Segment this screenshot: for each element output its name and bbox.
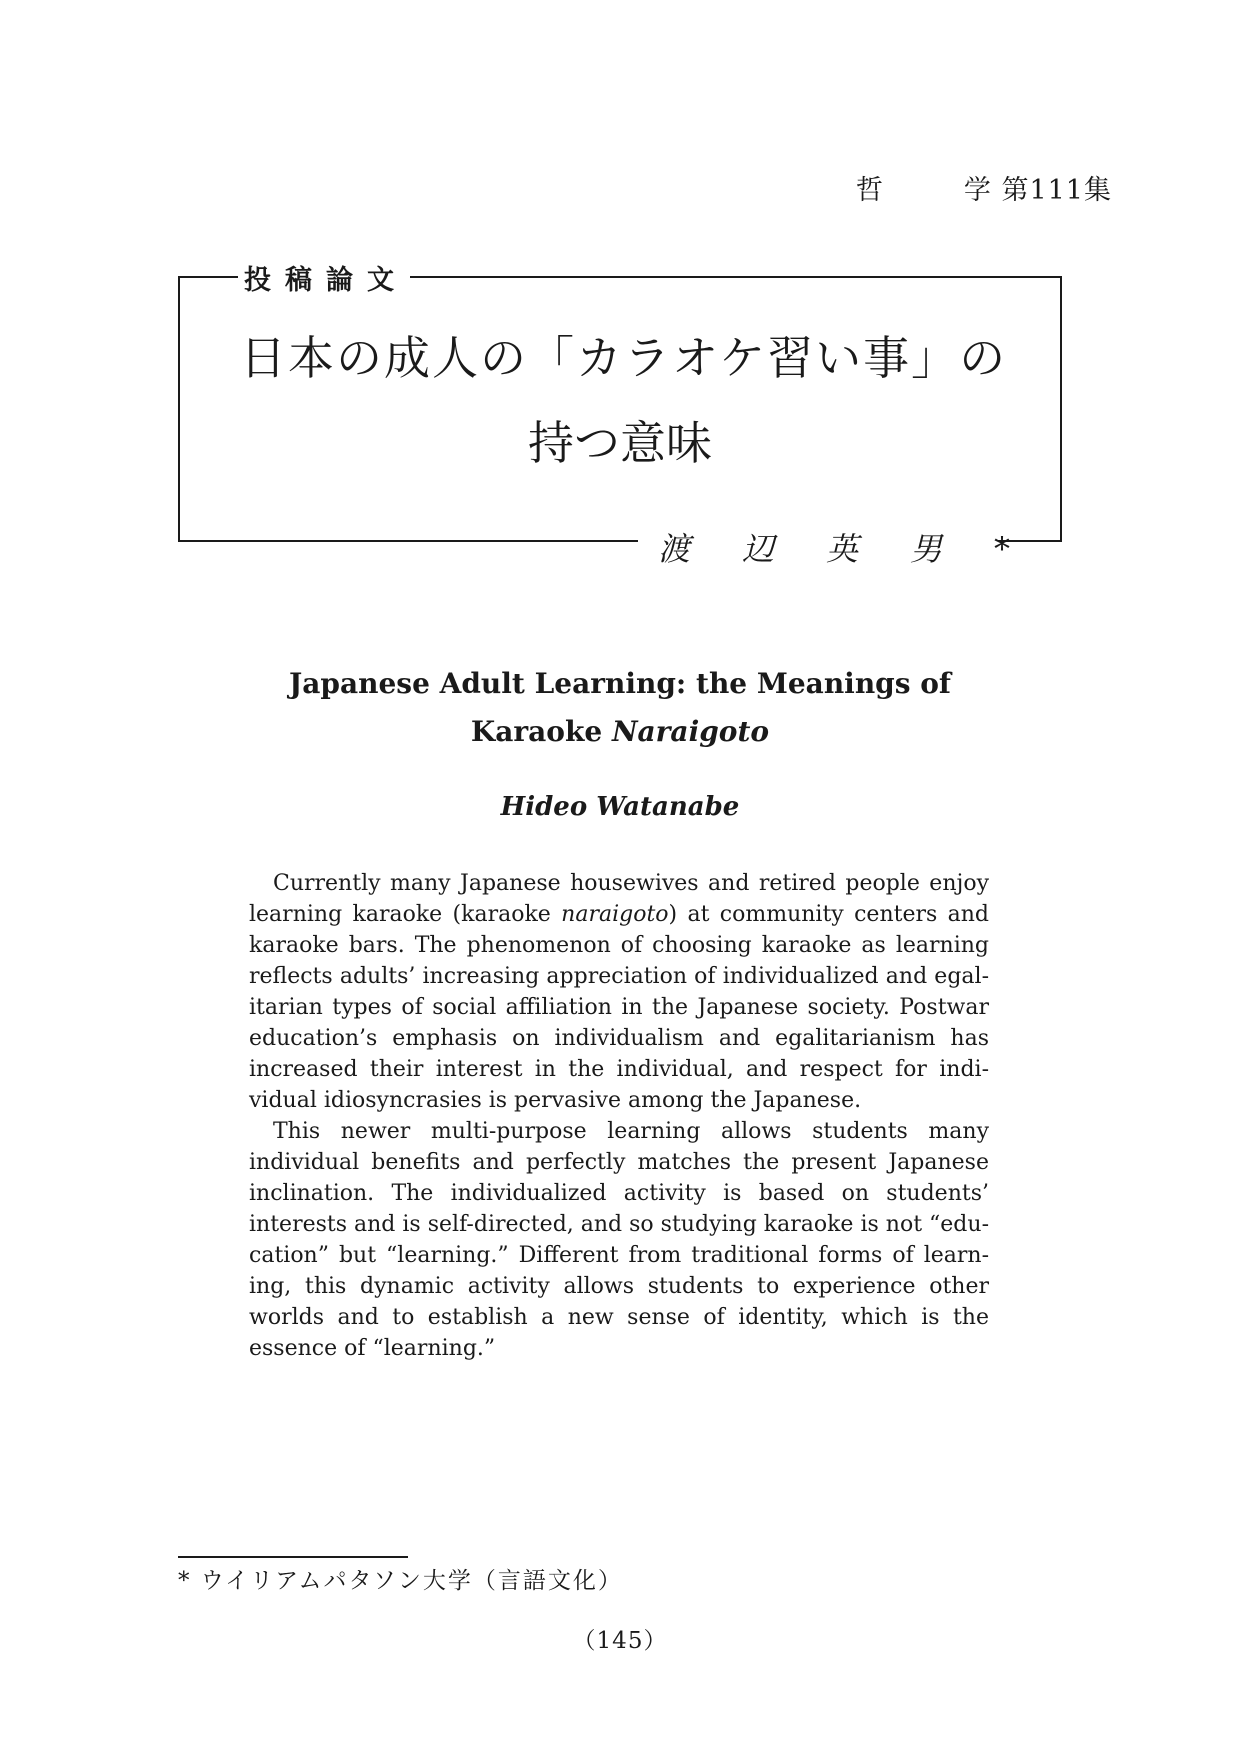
english-title-roman: Karaoke	[470, 715, 612, 748]
box-top-right-rule	[410, 276, 1062, 278]
box-left-rule	[178, 276, 180, 540]
english-author: Hideo Watanabe	[500, 792, 740, 822]
journal-name-1: 哲	[855, 175, 884, 206]
page-number: （145）	[572, 1628, 668, 1654]
footnote-rule	[178, 1556, 408, 1558]
volume-number: 第111集	[1001, 175, 1112, 206]
abstract-p1-italic: naraigoto	[561, 902, 669, 927]
abstract-p1-text-b: ) at community centers and karaoke bars. The phenomenon of choosing karaoke as learning reflects adults’ increasing appreciation of individualized and egalitarian types of social affiliation in the Japanese society. Postwar education’s emphasis on individualism and egalitarianism has increased their interest in the individual, and respect for individual idiosyncrasies is pervasive among the Japanese.	[249, 902, 990, 1113]
box-bottom-left-rule	[178, 540, 638, 542]
english-title-line-1: Japanese Adult Learning: the Meanings of	[289, 667, 951, 700]
japanese-author: 渡辺英男*	[658, 530, 1063, 568]
japanese-title-line-1: 日本の成人の「カラオケ習い事」の	[240, 331, 1008, 385]
journal-header	[856, 168, 1112, 207]
abstract-p1-text-a: Currently many Japanese housewives and retired people enjoy learning karaoke (karaoke	[249, 871, 989, 927]
box-right-rule	[1060, 276, 1062, 540]
japanese-title-line-2: 持つ意味	[528, 416, 712, 470]
english-title-line-2	[0, 708, 1240, 756]
abstract-paragraph-1	[249, 868, 989, 1116]
journal-name-2: 学	[963, 175, 992, 206]
footnote: * ウイリアムパタソン大学（言語文化）	[178, 1568, 623, 1594]
category-label: 投稿論文	[244, 265, 408, 296]
abstract	[249, 868, 989, 1364]
box-top-left-rule	[178, 276, 238, 278]
english-title-italic: Naraigoto	[611, 715, 770, 748]
abstract-paragraph-2: This newer multi-purpose learning allows students many individual benefits and perfectly matches the present Japanese inclination. The individualized activity is based on students’ interests and is self-directed, and so studying karaoke is not “education” but “learning.” Different from traditional forms of learning, this dynamic activity allows students to experience other worlds and to establish a new sense of identity, which is the essence of “learning.”	[249, 1119, 989, 1361]
